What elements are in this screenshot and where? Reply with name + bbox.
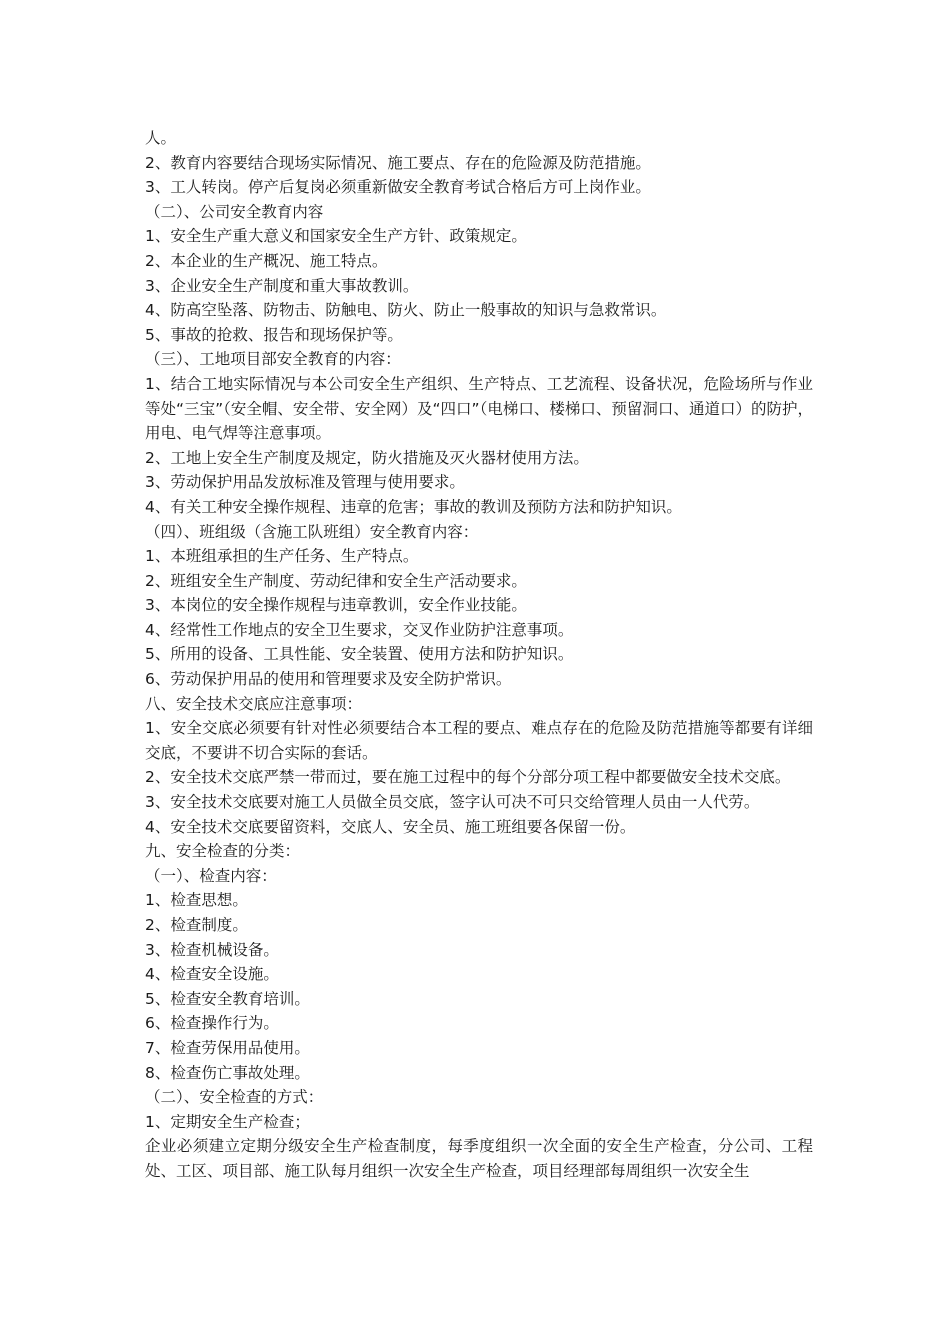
text-line: 3、本岗位的安全操作规程与违章教训，安全作业技能。 — [145, 596, 527, 615]
text-line: 6、劳动保护用品的使用和管理要求及安全防护常识。 — [145, 670, 512, 689]
text-line: 3、安全技术交底要对施工人员做全员交底，签字认可决不可只交给管理人员由一人代劳。 — [145, 793, 760, 812]
text-line: 4、安全技术交底要留资料，交底人、安全员、施工班组要各保留一份。 — [145, 817, 636, 836]
text-line: 1、本班组承担的生产任务、生产特点。 — [145, 547, 419, 566]
text-line: 人。 — [145, 129, 177, 147]
text-line: 3、检查机械设备。 — [145, 940, 279, 959]
text-line: 6、检查操作行为。 — [145, 1014, 279, 1033]
text-line: （四）、班组级（含施工队班组）安全教育内容： — [145, 522, 479, 541]
text-paragraph: 企业必须建立定期分级安全生产检查制度，每季度组织一次全面的安全生产检查，分公司、工程处、工区、项目部、施工队每月组织一次安全生产检查，项目经理部每周组织一次安全生 — [145, 1137, 813, 1180]
text-line: 5、事故的抢救、报告和现场保护等。 — [145, 325, 403, 344]
text-line: （三）、工地项目部安全教育的内容： — [145, 350, 401, 369]
text-line: 1、检查思想。 — [145, 891, 248, 910]
text-line: 2、工地上安全生产制度及规定，防火措施及灭火器材使用方法。 — [145, 448, 589, 467]
text-line: 4、防高空坠落、防物击、防触电、防火、防止一般事故的知识与急救常识。 — [145, 301, 667, 320]
text-line: （一）、检查内容： — [145, 866, 277, 885]
text-line: 1、安全生产重大意义和国家安全生产方针、政策规定。 — [145, 227, 527, 246]
text-line: 5、检查安全教育培训。 — [145, 989, 310, 1008]
text-paragraph: 2、安全技术交底严禁一带而过，要在施工过程中的每个分部分项工程中都要做安全技术交底。 — [145, 768, 791, 787]
text-line: 5、所用的设备、工具性能、安全装置、使用方法和防护知识。 — [145, 645, 574, 664]
text-line: 4、检查安全设施。 — [145, 965, 279, 984]
text-line: 7、检查劳保用品使用。 — [145, 1038, 310, 1057]
document-body — [145, 126, 813, 1184]
text-line: 3、劳动保护用品发放标准及管理与使用要求。 — [145, 473, 465, 492]
text-line: 8、检查伤亡事故处理。 — [145, 1063, 310, 1082]
text-line: 4、经常性工作地点的安全卫生要求，交叉作业防护注意事项。 — [145, 620, 574, 639]
text-paragraph: 1、安全交底必须要有针对性必须要结合本工程的要点、难点存在的危险及防范措施等都要有详细交底，不要讲不切合实际的套话。 — [145, 719, 813, 762]
text-line: 3、企业安全生产制度和重大事故教训。 — [145, 276, 419, 295]
text-line: 4、有关工种安全操作规程、违章的危害；事故的教训及预防方法和防护知识。 — [145, 497, 682, 516]
text-line: 2、检查制度。 — [145, 916, 248, 934]
text-paragraph: 1、结合工地实际情况与本公司安全生产组织、生产特点、工艺流程、设备状况，危险场所与作业等处“三宝”（安全帽、安全带、安全网）及“四口”（电梯口、楼梯口、预留洞口、通道口）的防护，用电、电气焊等注意事项。 — [145, 374, 813, 443]
text-line: 1、定期安全生产检查； — [145, 1112, 310, 1131]
text-line: （二）、公司安全教育内容 — [145, 202, 324, 221]
text-line: 八、安全技术交底应注意事项： — [145, 694, 363, 713]
text-line: （二）、安全检查的方式： — [145, 1088, 324, 1107]
text-line: 九、安全检查的分类： — [145, 842, 301, 861]
text-line: 2、班组安全生产制度、劳动纪律和安全生产活动要求。 — [145, 571, 527, 590]
text-line: 3、工人转岗。停产后复岗必须重新做安全教育考试合格后方可上岗作业。 — [145, 178, 651, 197]
text-line: 2、本企业的生产概况、施工特点。 — [145, 251, 388, 270]
text-line: 2、教育内容要结合现场实际情况、施工要点、存在的危险源及防范措施。 — [145, 153, 651, 172]
